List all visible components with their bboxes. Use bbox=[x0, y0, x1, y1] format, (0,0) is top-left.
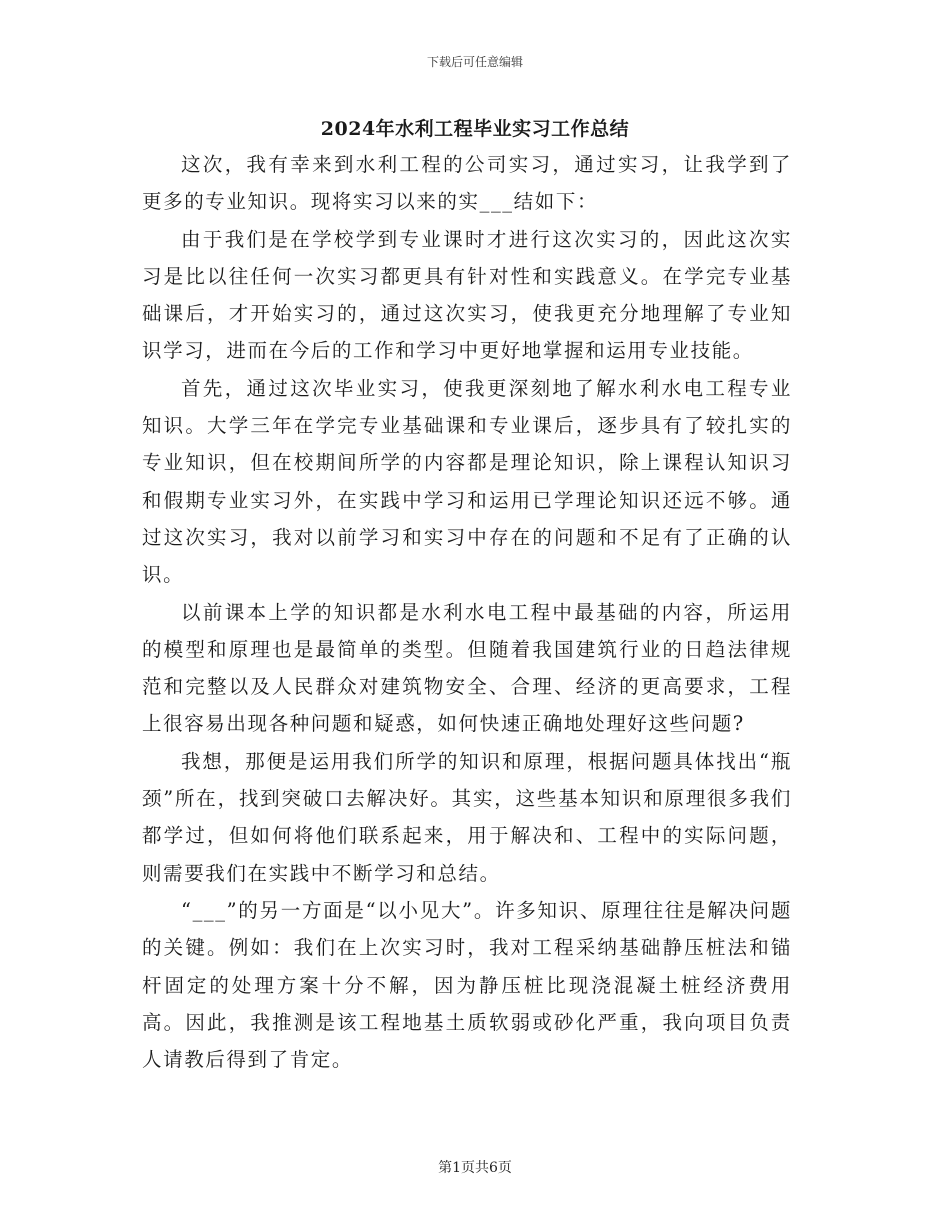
document-title: 2024年水利工程毕业实习工作总结 bbox=[320, 118, 630, 140]
header-note: 下载后可任意编辑 bbox=[426, 55, 523, 69]
paragraph: 由于我们是在学校学到专业课时才进行这次实习的，因此这次实习是比以往任何一次实习都更具有针对性和实践意义。在学完专业基础课后，才开始实习的，通过这次实习，使我更充分地理解了专业知识学习，进而在今后的工作和学习中更好地掌握和运用专业技能。 bbox=[142, 227, 792, 363]
paragraph: 这次，我有幸来到水利工程的公司实习，通过实习，让我学到了更多的专业知识。现将实习以来的实___结如下： bbox=[142, 153, 792, 214]
document-body bbox=[142, 146, 792, 1078]
paragraph: “___”的另一方面是“以小见大”。许多知识、原理往往是解决问题的关键。例如：我们在上次实习时，我对工程采纳基础静压桩法和锚杆固定的处理方案十分不解，因为静压桩比现浇混凝土桩经济费用高。因此，我推测是该工程地基土质软弱或砂化严重，我向项目负责人请教后得到了肯定。 bbox=[142, 898, 792, 1072]
paragraph: 我想，那便是运用我们所学的知识和原理，根据问题具体找出“瓶颈”所在，找到突破口去解决好。其实，这些基本知识和原理很多我们都学过，但如何将他们联系起来，用于解决和、工程中的实际问题，则需要我们在实践中不断学习和总结。 bbox=[142, 749, 792, 885]
page-number: 第1页共6页 bbox=[438, 1160, 512, 1176]
paragraph: 首先，通过这次毕业实习，使我更深刻地了解水利水电工程专业知识。大学三年在学完专业基础课和专业课后，逐步具有了较扎实的专业知识，但在校期间所学的内容都是理论知识，除上课程认知识习和假期专业实习外，在实践中学习和运用已学理论知识还远不够。通过这次实习，我对以前学习和实习中存在的问题和不足有了正确的认识。 bbox=[142, 376, 792, 587]
paragraph: 以前课本上学的知识都是水利水电工程中最基础的内容，所运用的模型和原理也是最简单的类型。但随着我国建筑行业的日趋法律规范和完整以及人民群众对建筑物安全、合理、经济的更高要求，工程上很容易出现各种问题和疑惑，如何快速正确地处理好这些问题? bbox=[142, 600, 792, 736]
